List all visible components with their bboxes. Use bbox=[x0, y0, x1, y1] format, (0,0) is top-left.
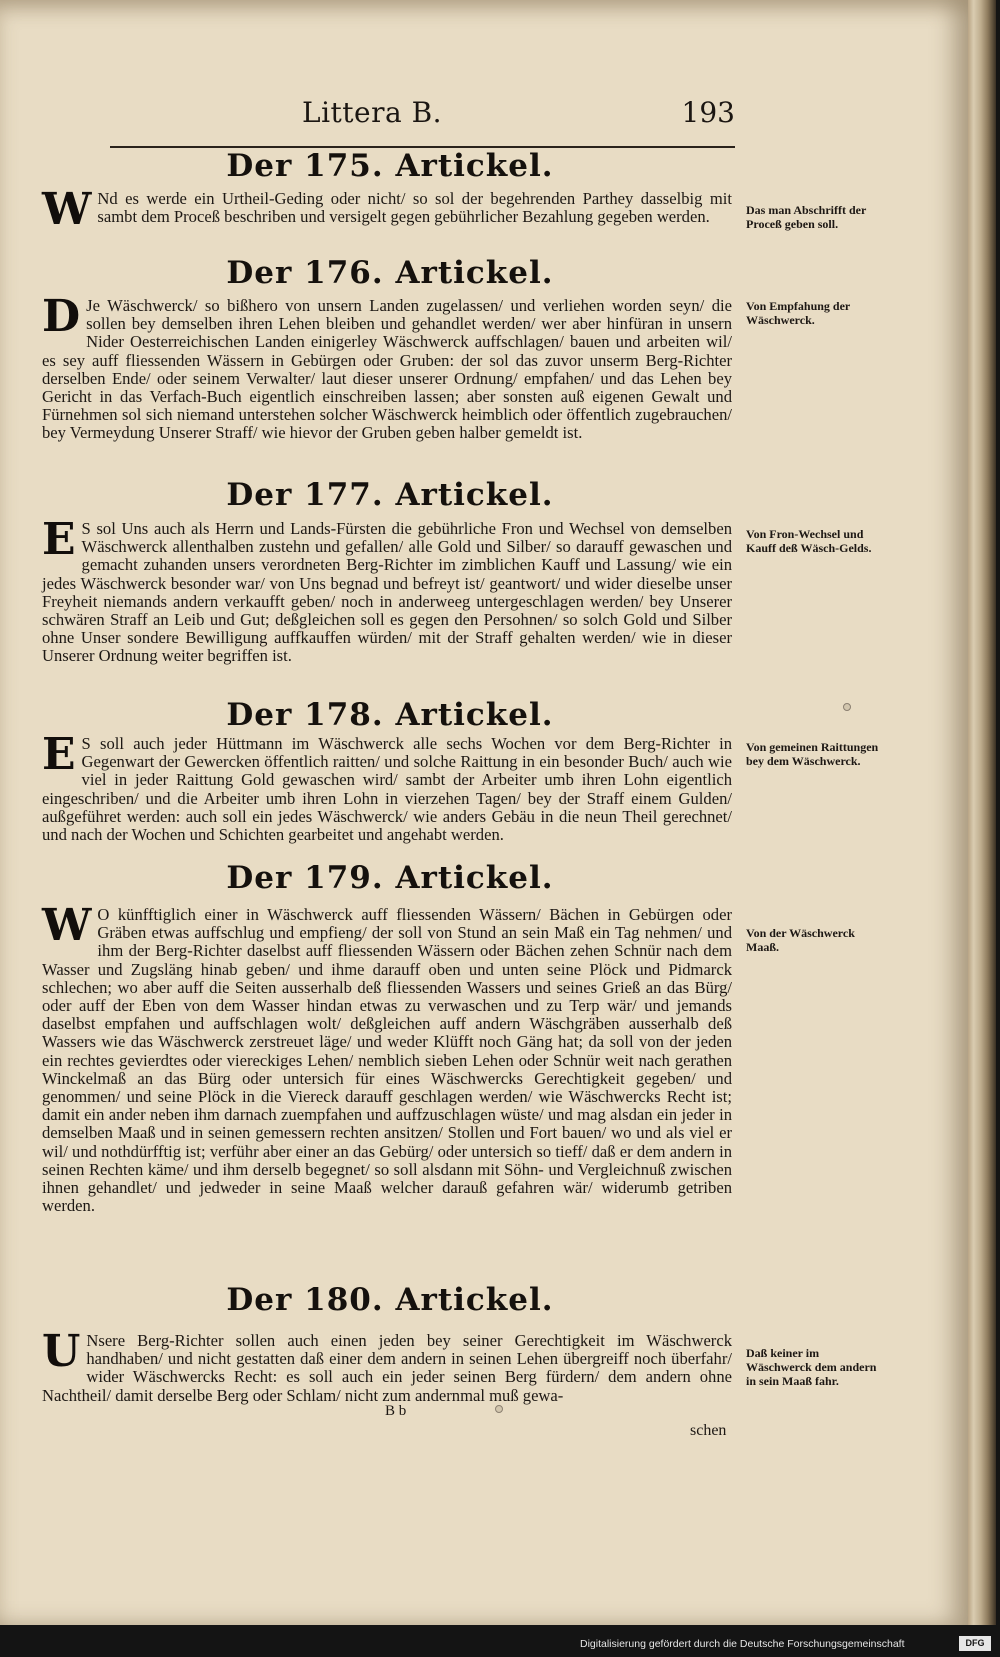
signature-mark: B b bbox=[385, 1403, 407, 1419]
article-180-body: Nsere Berg-Richter sollen auch einen jeden bey seiner Gerechtigkeit im Wäschwerck handhaben/ und nicht gestatten daß einer dem andern in seinen Lehen übergreiff noch überfahr/ wider Wäschwercks Recht: es soll auch ein jeder seinen Berg fürdern/ dem andern ohne Nachtheil/ damit derselbe Berg oder Schlam/ nicht zum andernmal muß gewa- bbox=[42, 1331, 732, 1405]
article-177-initial: E bbox=[42, 514, 76, 565]
article-178-initial: E bbox=[42, 729, 76, 780]
article-176-margin-note: Von Empfahung der Wäschwerck. bbox=[746, 299, 851, 327]
article-179-heading: Der 179. Artickel. bbox=[226, 860, 554, 896]
article-179-initial: W bbox=[42, 900, 92, 951]
article-175-initial: W bbox=[42, 184, 92, 235]
article-180-heading: Der 180. Artickel. bbox=[226, 1282, 554, 1318]
article-179-text bbox=[42, 900, 732, 1216]
article-175-body: Nd es werde ein Urtheil-Geding oder nicht/ so sol der begehrenden Parthey dasselbig mit sambt dem Proceß beschriben und versigelt gegen gebührlicher Bezahlung gegeben werden. bbox=[97, 189, 732, 227]
article-178-margin-note: Von gemeinen Raittungen bey dem Wäschwerck. bbox=[746, 740, 879, 768]
article-177-text bbox=[42, 514, 732, 666]
dfg-logo: DFG bbox=[959, 1636, 991, 1651]
article-177-margin-note: Von Fron-Wechsel und Kauff deß Wäsch-Gelds. bbox=[746, 527, 872, 555]
article-176-heading: Der 176. Artickel. bbox=[226, 255, 554, 291]
paper-speck bbox=[843, 703, 851, 711]
article-179-margin-note: Von der Wäschwerck Maaß. bbox=[746, 926, 855, 954]
article-175-margin-note: Das man Abschrifft der Proceß geben soll. bbox=[746, 203, 867, 231]
page-edge bbox=[968, 0, 996, 1625]
article-178-heading: Der 178. Artickel. bbox=[226, 697, 554, 733]
article-180-initial: U bbox=[42, 1326, 81, 1377]
article-180-margin-note: Daß keiner im Wäschwerck dem andern in sein Maaß fahr. bbox=[746, 1346, 877, 1388]
catchword: schen bbox=[690, 1422, 727, 1439]
article-178-text bbox=[42, 729, 732, 845]
article-175-heading: Der 175. Artickel. bbox=[226, 148, 554, 184]
article-179-body: O künfftiglich einer in Wäschwerck auff fliessenden Wässern/ Bächen in Gebürgen oder Gräben etwas auffschlug und empfieng/ der soll von Stund an sein Maß ein Tag nehmen/ und ihm der Berg-Richter daselbst auff fliessenden Wässern oder Bächen zehen Schnür nach dem Wasser und Zugsläng hinab geben/ und ihme darauff oben und unten seine Plöck und Pidmarck schlechen; wo aber auff die Seiten ausserhalb deß fliessenden Wassers und seines Grieß an das Bürg/ oder auff der Eben von dem Wasser hindan etwas zu verwaschen und zu Terp wär/ und jemands daselbst empfahen und auffschlagen wolt/ deßgleichen auff andern Wäschgräben ausserhalb deß Wassers wie das Wäschwerck zerstreuet läge/ und weder Klüfft noch Gäng hat; da soll von der jeden ein rechtes gevierdtes oder viereckiges Lehen/ nemblich sieben Lehen oder Schnür weit nach gerathen Winckelmaß an das Bürg oder untersich für eines Wäschwercks Gerechtigkeit gegeben/ und genommen/ und seine Plöck in die Viereck darauff geschlagen werden/ wie Wäschwercks Recht ist; damit ein ander neben ihm darnach zuempfahen und auffzuschlagen wüste/ und mag alsdan ein jeder in demselben Maaß und in seinen gemessern rechten ansitzen/ Stollen und Fort bauen/ wo und als viel er wil/ und nothdürfftig ist; verführ aber einer an das Gebürg/ oder untersich so tieff/ daß er dem andern in seinen Rechten käme/ und ihm derselb begegnet/ so soll alsdann mit Söhn- und Vergleichnuß zwischen ihnen gehandlet/ und jedweder in seine Maaß welcher darauß gefahren wär/ widerumb getriben werden. bbox=[42, 905, 732, 1216]
article-177-heading: Der 177. Artickel. bbox=[226, 477, 554, 513]
running-head-title: Littera B. bbox=[302, 96, 443, 129]
article-176-text bbox=[42, 291, 732, 443]
article-176-initial: D bbox=[42, 291, 81, 342]
article-180-text bbox=[42, 1326, 732, 1405]
article-175-text bbox=[42, 184, 732, 235]
article-178-body: S soll auch jeder Hüttmann im Wäschwerck alle sechs Wochen vor dem Berg-Richter in Gegenwart der Gewercken öffentlich raitten/ und solche Raittung in ein besonder Buch/ auch wie viel in jeder Raittung Gold gewaschen wird/ sambt der Arbeiter umb ihren Lohn eigentlich eingeschriben/ und die Arbeiter umb ihren Lohn in vierzehen Tagen/ bey der Straff einem Gulden/ außgeführet werden: auch soll ein jedes Wäschwerck/ wie anders Gebäu in die neun Theil gerechnet/ und nach der Wochen und Schichten gearbeitet und angehabt werden. bbox=[42, 734, 732, 845]
running-head bbox=[40, 96, 735, 136]
article-176-body: Je Wäschwerck/ so bißhero von unsern Landen zugelassen/ und verliehen worden seyn/ die sollen bey demselben ihren Lehen bleiben und gehandlet werden/ wer aber hinfüran in unsern Nider Oesterreichischen Landen einigerley Wäschwerck auffschlagen/ bauen und arbeiten wil/ es sey auff fliessenden Wässern in Gebürgen oder Gruben: der sol das zuvor unserm Berg-Richter derselben Ende/ oder seinem Verwalter/ laut dieser unserer Ordnung/ empfahen/ und das Lehen bey Gericht in das Verfach-Buch eigentlich einschreiben lassen; aber sonsten auß eigenen Gewalt und Fürnehmen sol sich niemand unterstehen solcher Wäschwerck heimblich oder öffentlich zugebrauchen/ bey Vermeydung Unserer Straff/ wie hievor der Gruben geben halber gemeldt ist. bbox=[42, 296, 732, 443]
page-number: 193 bbox=[681, 96, 735, 129]
digitization-credit: Digitalisierung gefördert durch die Deutsche Forschungsgemeinschaft bbox=[580, 1638, 905, 1650]
article-177-body: S sol Uns auch als Herrn und Lands-Fürsten die gebührliche Fron und Wechsel von demselben Wäschwerck allenthalben zustehn und gefallen/ alle Gold und Silber/ so darauff gewaschen und gemacht zuhanden unsers verordneten Berg-Richter im zimblichen Kauff und Lassung/ wie ein jedes Wäschwerck besonder war/ von Uns begnad und befreyt ist/ geantwort/ und wider dieselbe unser Freyheit niemands andern verkaufft geben/ noch in anderweeg untergeschlagen werden/ bey Unserer schwären Straff an Leib und Gut; deßgleichen soll es gegen den Persohnen/ so solch Gold und Silber ohne Unser sondere Bewilligung auffkauffen würden/ mit der Straff gehalten werden/ wie in dieser Unserer Ordnung weiter begriffen ist. bbox=[42, 519, 732, 666]
paper-speck bbox=[495, 1405, 503, 1413]
